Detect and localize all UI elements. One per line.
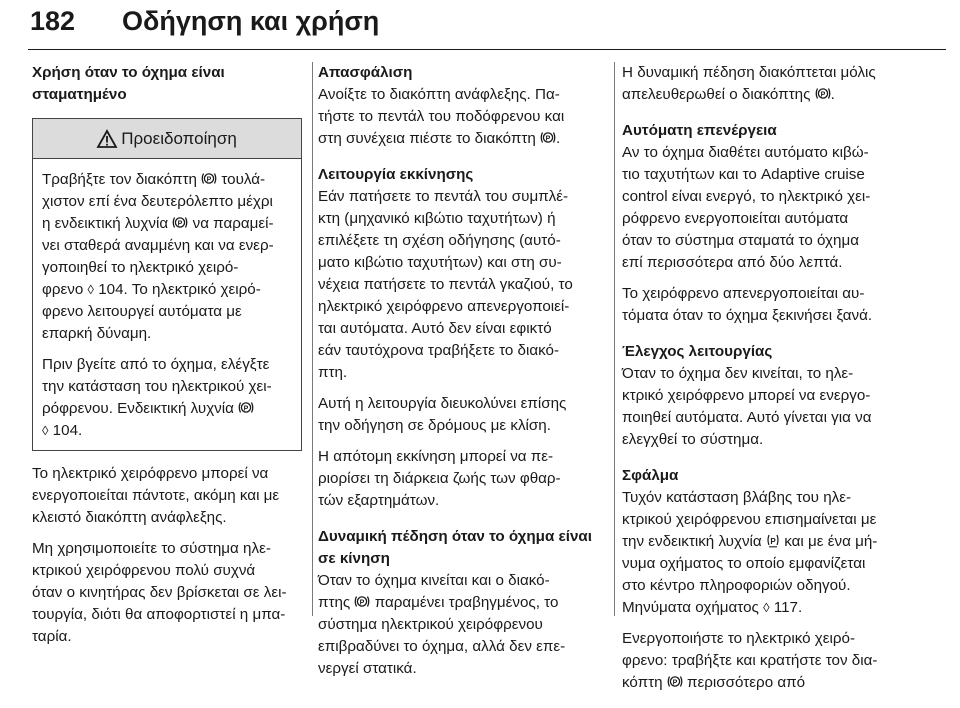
column-divider [614,62,615,616]
parking-brake-icon [354,594,370,609]
svg-text:P: P [243,405,249,413]
column-left [32,62,302,657]
body-paragraph: Αυτή η λειτουργία διευκολύνει επίσης την οδήγηση σε δρόμους με κλίση. [318,395,567,434]
body-paragraph: Η δυναμική πέδηση διακόπτεται μόλις απελευθερωθεί ο διακόπτης P . [622,64,876,103]
body-paragraph: Η απότομη εκκίνηση μπορεί να πε- ριορίσει τη διάρκεια ζωής των φθαρ- τών εξαρτημάτων. [318,448,561,509]
svg-text:P: P [672,679,678,687]
body-paragraph: Μη χρησιμοποιείτε το σύστημα ηλε- κτρικού χειρόφρενου πολύ συχνά όταν ο κινητήρας δεν βρίσκεται σε λει- τουργία, διότι θα αποφορτιστεί η μπα- ταρία. [32,540,287,645]
body-paragraph: Αν το όχημα διαθέτει αυτόματο κιβώ- τιο ταχυτήτων και το Adaptive cruise control είναι ενεργό, το ηλεκτρικό χει- ρόφρενο ενεργοποιείται αυτόματα όταν το σύστημα σταματά το όχημα επί περισσότερα από δύο λεπτά. [622,144,871,271]
parking-brake-icon [172,215,188,230]
svg-text:P: P [178,220,183,228]
section-heading: Έλεγχος λειτουργίας [622,343,773,360]
reference-arrow-icon: ◊ [87,282,94,297]
section-heading: Δυναμική πέδηση όταν το όχημα είναι σε κίνηση [318,528,592,567]
column-right [622,62,952,708]
parking-brake-icon [667,674,683,689]
reference-arrow-icon: ◊ [763,600,770,615]
section-heading: Σφάλμα [622,467,679,484]
warning-triangle-icon [97,130,117,148]
body-paragraph: Τυχόν κατάσταση βλάβης του ηλε- κτρικού χειρόφρενου επισημαίνεται με την ενδεικτική λυχνία P και με ένα μή- νυμα οχήματος το οποίο εμφανίζεται στο κέντρο πληροφοριών οδηγού. Μηνύματα οχήματος ◊ 117. [622,489,878,616]
page-number: 182 [30,6,76,36]
body-paragraph: Ενεργοποιήστε το ηλεκτρικό χειρό- φρενο: τραβήξτε και κρατήστε τον δια- κόπτη P περισσότερο από [622,630,878,691]
reference-arrow-icon: ◊ [42,423,49,438]
svg-text:P: P [770,537,776,546]
section-heading: Λειτουργία εκκίνησης [318,166,474,183]
parking-brake-icon [238,400,254,415]
section-heading: Χρήση όταν το όχημα είναι σταματημένο [32,64,225,103]
page-title: Οδήγηση και χρήση [122,6,380,36]
body-paragraph: Το χειρόφρενο απενεργοποιείται αυ- τόματα όταν το όχημα ξεκινήσει ξανά. [622,285,873,324]
warning-paragraph: Τραβήξτε τον διακόπτη P τουλά- χιστον επί ένα δευτερόλεπτο μέχρι η ενδεικτική λυχνία P να παραμεί- νει σταθερά αναμμένη και να ενερ- γοποιηθεί το ηλεκτρικό χειρό- φρενο ◊ 104. Το ηλεκτρικό χειρό- φρενο λειτουργεί αυτόματα με επαρκή δύναμη. [42,171,274,342]
body-paragraph: Εάν πατήσετε το πεντάλ του συμπλέ- κτη (μηχανικό κιβώτιο ταχυτήτων) ή επιλέξετε τη σχέση οδήγησης (αυτό- ματο κιβώτιο ταχυτήτων) και στη συ- νέχεια πατήσετε το πεντάλ γκαζιού, το ηλεκτρικό χειρόφρενο απενεργοποιεί- ται αυτόματα. Αυτό δεν είναι εφικτό εάν ταυτόχρονα τραβήξετε το διακό- πτη. [318,188,573,381]
column-middle [318,62,598,694]
brake-fault-icon [766,533,780,548]
svg-text:P: P [820,91,825,99]
column-divider [312,62,313,616]
warning-paragraph: Πριν βγείτε από το όχημα, ελέγξτε την κατάσταση του ηλεκτρικού χει- ρόφρενου. Ενδεικτική λυχνία P ◊ 104. [42,356,272,439]
svg-text:P: P [206,176,212,184]
section-heading: Αυτόματη επενέργεια [622,122,777,139]
warning-title: Προειδοποίηση [33,119,301,159]
page-header [0,0,960,56]
page-reference[interactable]: 117. [773,599,803,616]
body-paragraph: Όταν το όχημα δεν κινείται, το ηλε- κτρικό χειρόφρενο μπορεί να ενεργο- ποιηθεί αυτόματα. Αυτό γίνεται για να ελεγχθεί το σύστημα. [622,365,872,448]
header-rule [28,49,946,50]
svg-text:P: P [545,135,551,143]
parking-brake-icon [201,171,217,186]
parking-brake-icon [815,86,831,101]
warning-box [32,118,302,451]
body-paragraph: Ανοίξτε το διακόπτη ανάφλεξης. Πα- τήστε το πεντάλ του ποδόφρενου και στη συνέχεια πιέστε το διακόπτη P . [318,86,565,147]
body-paragraph: Το ηλεκτρικό χειρόφρενο μπορεί να ενεργοποιείται πάντοτε, ακόμη και με κλειστό διακόπτη ανάφλεξης. [32,465,280,526]
section-heading: Απασφάλιση [318,64,413,81]
page-reference[interactable]: 104. Το ηλεκτρικό χειρό- [98,281,261,298]
page-reference[interactable]: 104. [52,422,83,439]
parking-brake-icon [540,130,556,145]
body-paragraph: Όταν το όχημα κινείται και ο διακό- πτης P παραμένει τραβηγμένος, το σύστημα ηλεκτρικού χειρόφρενου επιβραδύνει το όχημα, αλλά δεν επε- νεργεί στατικά. [318,572,566,677]
svg-text:P: P [360,599,365,607]
